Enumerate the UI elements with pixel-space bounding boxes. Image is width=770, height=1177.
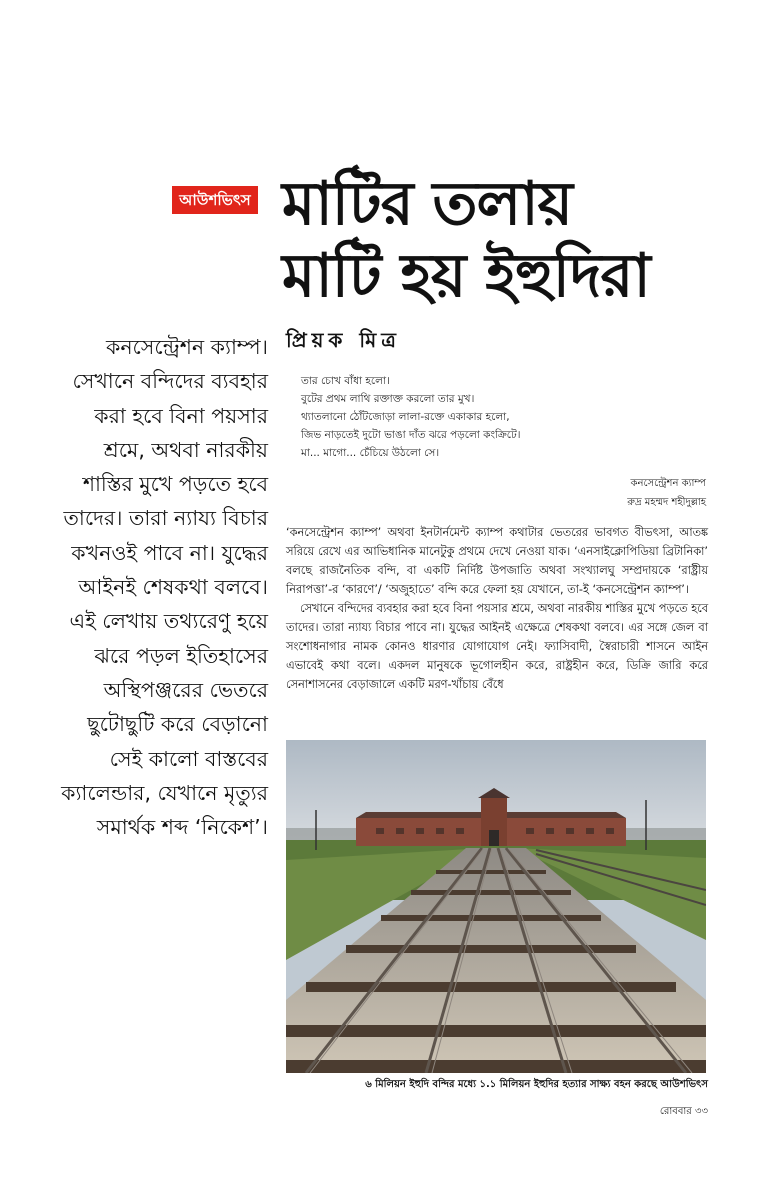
headline-line-2: মাটি হয় ইহুদিরা (282, 241, 650, 311)
photo-caption: ৬ মিলিয়ন ইহুদি বন্দির মধ্যে ১.১ মিলিয়ন ইহুদির হত্যার সাক্ষ্য বহন করছে আউশভিৎস (365, 1079, 708, 1090)
pull-quote: কনসেন্ট্রেশন ক্যাম্প। সেখানে বন্দিদের ব্যবহার করা হবে বিনা পয়সার শ্রমে, অথবা নারকীয় শাস্তির মুখে পড়তে হবে তাদের। তারা ন্যায্য বিচার কখনওই পাবে না। যুদ্ধের আইনই শেষকথা বলবে। এই লেখায় তথ্যরেণু হয়ে ঝরে পড়ল ইতিহাসের অস্থিপঞ্জরের ভেতরে ছুটোছুটি করে বেড়ানো সেই কালো বাস্তবের ক্যালেন্ডার, যেখানে মৃত্যুর সমার্থক শব্দ ‘নিকেশ’। (61, 335, 268, 840)
poem-credit (470, 474, 706, 512)
railway-photo-illustration (286, 740, 706, 1073)
poem-line: বুটের প্রথম লাথি রক্তাক্ত করলো তার মুখ। (301, 393, 475, 405)
byline: প্রিয়ক মিত্র (286, 328, 401, 352)
headline-line-1: মাটির তলায় (282, 169, 572, 239)
poem-line: তার চোখ বাঁধা হলো। (301, 375, 390, 387)
section-tag: আউশভিৎস (172, 186, 258, 214)
article-body (286, 523, 708, 694)
poem-credit-title: কনসেন্ট্রেশন ক্যাম্প (630, 478, 706, 489)
poem-line: থ্যাতলানো ঠোঁটজোড়া লালা-রক্তে একাকার হলো, (301, 411, 510, 423)
page-folio: রোববার ৩৩ (659, 1106, 708, 1117)
article-photo (286, 740, 706, 1073)
body-paragraph-2: সেখানে বন্দিদের ব্যবহার করা হবে বিনা পয়সার শ্রমে, অথবা নারকীয় শাস্তির মুখে পড়তে হবে তাদের। তারা ন্যায্য বিচার পাবে না। যুদ্ধের আইনই এক্ষেত্রে শেষকথা বলবে। এর সঙ্গে জেল বা সংশোধনাগার নামক কোনও ধারণার যোগাযোগ নেই। ফ্যাসিবাদী, স্বৈরাচারী শাসনে আইন এভাবেই কথা বলে। একদল মানুষকে ভূগোলহীন করে, রাষ্ট্রহীন করে, ডিক্রি জারি করে সেনাশাসনের বেড়াজালে একটি মরণ-খাঁচায় বেঁধে (286, 602, 708, 691)
poem-line: জিভ নাড়তেই দুটো ভাঙা দাঁত ঝরে পড়লো কংক্রিটে। (301, 429, 521, 441)
poem-line: মা... মাগো... চেঁচিয়ে উঠলো সে। (301, 447, 440, 459)
poem-credit-author: রুদ্র মহম্মদ শহীদুল্লাহ (627, 497, 706, 508)
body-paragraph-1: ‘কনসেন্ট্রেশন ক্যাম্প’ অথবা ইনটার্নমেন্ট ক্যাম্প কথাটার ভেতরের ভাবগত বীভৎসা, আতঙ্ক সরিয়ে রেখে এর আভিধানিক মানেটুকু প্রথমে দেখে নেওয়া যাক। ‘এনসাইক্লোপিডিয়া ব্রিটানিকা’ বলছে রাজনৈতিক বন্দি, বা একটি নির্দিষ্ট উপজাতি অথবা সংখ্যালঘু সম্প্রদায়কে ‘রাষ্ট্রীয় নিরাপত্তা’-র ‘কারণে’/ ‘অজুহাতে’ বন্দি করে ফেলা হয় যেখানে, তা-ই ‘কনসেন্ট্রেশন ক্যাম্প’। (286, 526, 708, 596)
poem-excerpt (301, 372, 721, 462)
headline (282, 168, 752, 312)
